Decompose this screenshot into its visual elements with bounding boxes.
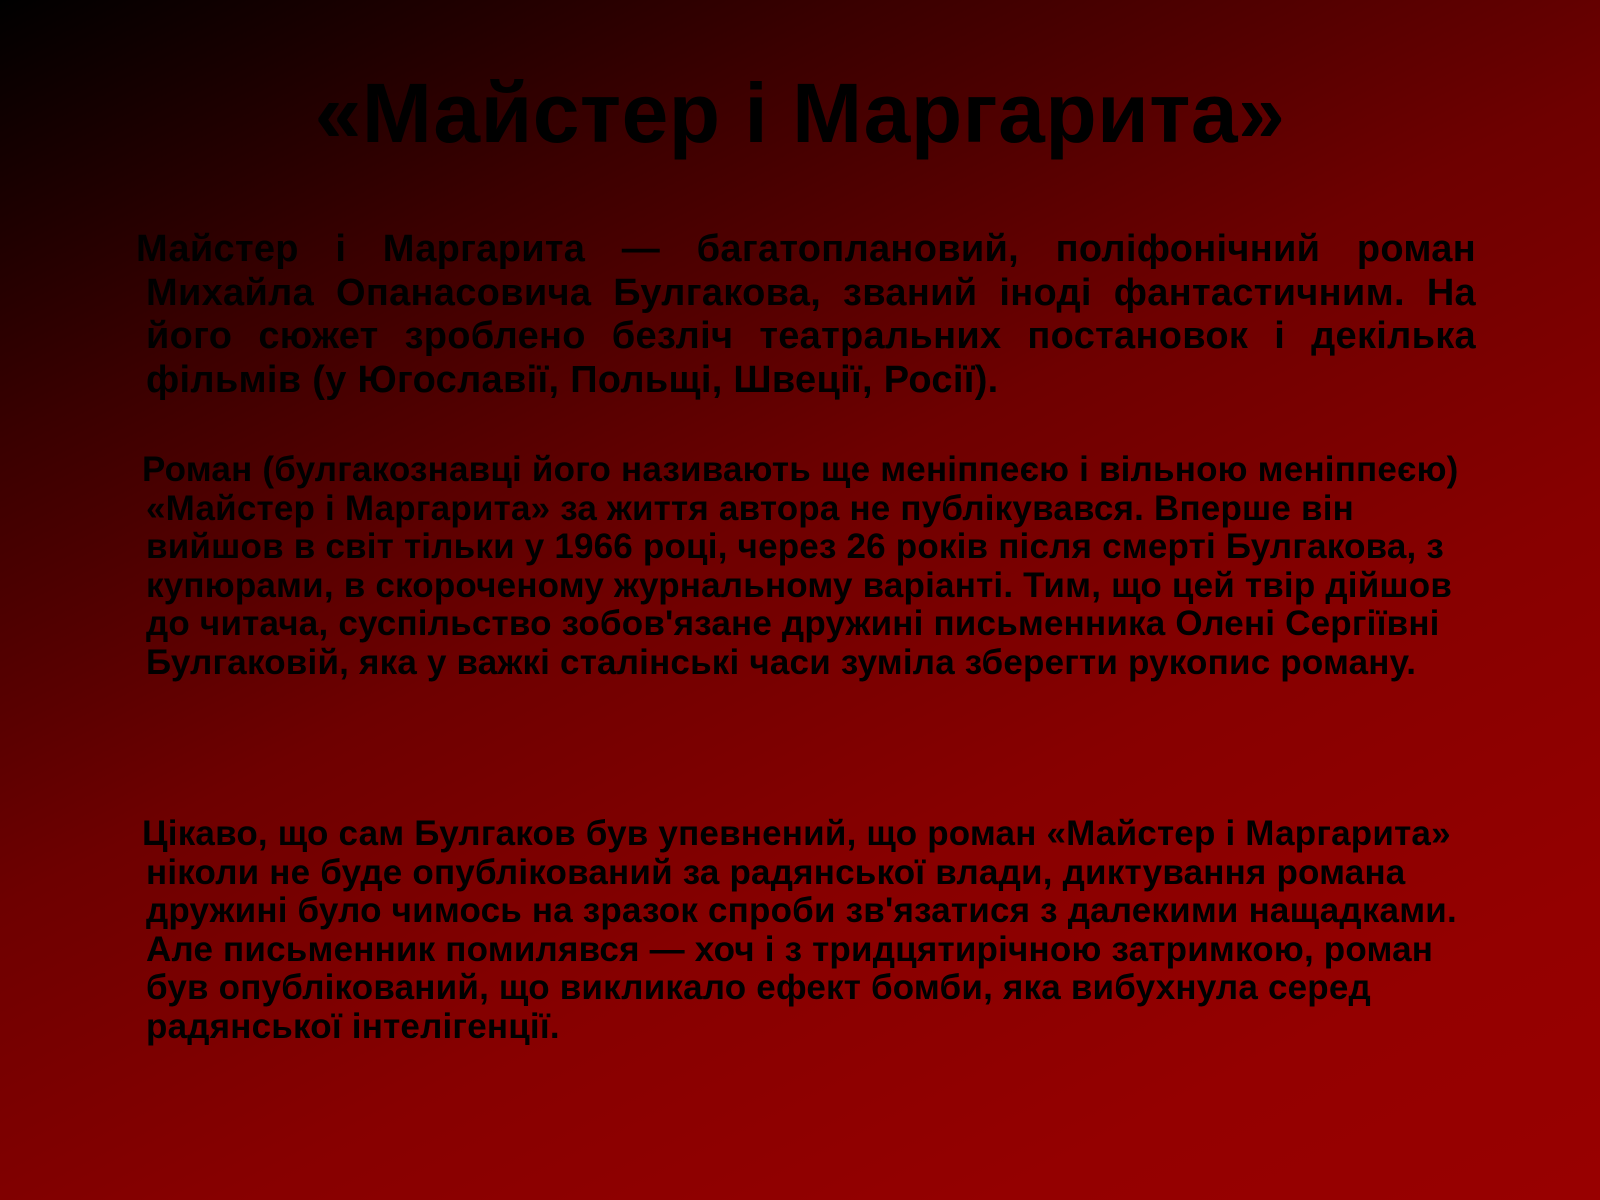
paragraph-author-belief: Цікаво, що сам Булгаков був упевнений, що роман «Майстер і Маргарита» ніколи не буде опублікований за радянської влади, диктування романа дружині було чимось на зразок спроби зв'язатися з далекими нащадками. Але письменник помилявся — хоч і з тридцятирічною затримкою, роман був опублікований, що викликало ефект бомби, яка вибухнула серед радянської інтелігенції. bbox=[142, 814, 1457, 1046]
paragraph-publication-history: Роман (булгакознавці його називають ще меніппеєю і вільною меніппеєю) «Майстер і Маргарита» за життя автора не публікувався. Вперше він вийшов в світ тільки у 1966 році, через 26 років після смерті Булгакова, з купюрами, в скороченому журнальному варіанті. Тим, що цей твір дійшов до читача, суспільство зобов'язане дружині письменника Олені Сергіївні Булгаковій, яка у важкі сталінські часи зуміла зберегти рукопис роману. bbox=[142, 450, 1459, 682]
paragraph-intro: Майстер і Маргарита — багатоплановий, поліфонічний роман Михайла Опанасовича Булгакова, званий іноді фантастичним. На його сюжет зроблено безліч театральних постановок і декілька фільмів (у Югославії, Польщі, Швеції, Росії). bbox=[136, 228, 1476, 401]
slide-title: «Майстер і Маргарита» bbox=[314, 66, 1286, 160]
